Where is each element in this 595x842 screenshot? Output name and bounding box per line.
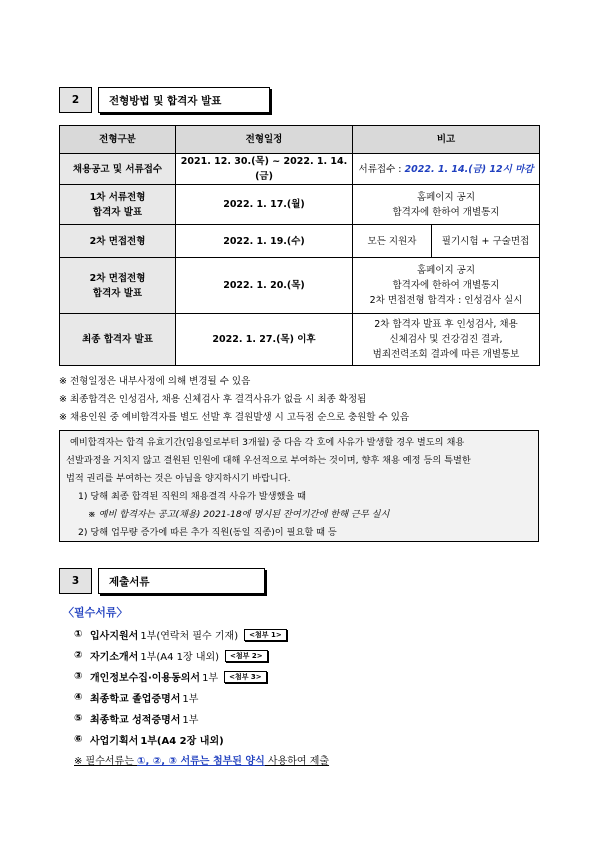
note-line: 합격자에 한하여 개별통지: [392, 280, 500, 291]
doc-name: 자기소개서: [90, 652, 139, 663]
section-number: 2: [59, 87, 92, 113]
box-text: 예비합격자는 합격 유효기간(임용일로부터 3개월) 중 다음 각 호에 사유가 발생할 경우 별도의 채용: [70, 437, 465, 448]
list-item: [74, 687, 287, 708]
date-cell: 2022. 1. 20.(목): [176, 258, 353, 314]
item-number: ⑤: [74, 713, 83, 724]
stage-cell: 2차 면접전형: [60, 225, 176, 258]
note-line: 홈페이지 공지: [416, 191, 476, 203]
final-note-suffix: 사용하여 제출: [264, 756, 330, 767]
doc-name: 사업기획서: [90, 736, 139, 747]
doc-detail: 1부: [202, 673, 219, 684]
doc-detail: 1부: [182, 694, 199, 705]
note-item: ※ 채용인원 중 예비합격자를 별도 선발 후 결원발생 시 고득점 순으로 충원할 수 있음: [59, 412, 410, 423]
date-cell: 2022. 1. 27.(목) 이후: [176, 314, 353, 366]
attachment-tag: <첨부 2>: [225, 650, 268, 662]
final-note-highlight: ①, ②, ③ 서류는 첨부된 양식: [137, 756, 265, 767]
note-line: 2차 합격자 발표 후 인성검사, 채용: [374, 319, 518, 330]
note-prefix: 서류접수 :: [358, 163, 405, 175]
deadline-highlight: 2022. 1. 14.(금) 12시 마감: [404, 163, 534, 175]
box-subnote: ※ 예비 합격자는 공고(채용) 2021-18에 명시된 잔여기간에 한해 근무 실시: [88, 509, 390, 520]
note-line: 합격자에 한하여 개별통지: [392, 206, 500, 218]
item-number: ①: [74, 629, 83, 640]
reserve-candidate-box: [59, 430, 539, 542]
note-line: 신체검사 및 건강검진 결과,: [389, 334, 503, 345]
note-cell: 필기시험 + 구술면접: [432, 225, 540, 258]
schedule-table: [59, 125, 540, 366]
box-text: 법적 권리를 부여하는 것은 아님을 양지하시기 바랍니다.: [66, 473, 291, 484]
section-title: 제출서류: [98, 568, 265, 594]
table-row: [60, 258, 540, 314]
stage-line: 합격자 발표: [92, 206, 143, 218]
note-cell: [353, 258, 540, 314]
stage-line: 합격자 발표: [92, 287, 143, 299]
attachment-tag: <첨부 3>: [224, 671, 267, 683]
doc-name: 입사지원서: [90, 631, 139, 642]
note-cell: [353, 154, 540, 185]
date-cell: 2022. 1. 19.(수): [176, 225, 353, 258]
column-header: 비고: [353, 126, 540, 154]
box-item: 1) 당해 최종 합격된 직원의 채용결격 사유가 발생했을 때: [78, 491, 307, 502]
item-number: ⑥: [74, 734, 83, 745]
item-number: ②: [74, 650, 83, 661]
final-note: [74, 752, 329, 767]
stage-cell: [60, 258, 176, 314]
table-row: [60, 185, 540, 225]
table-header-row: [60, 126, 540, 154]
item-number: ③: [74, 671, 83, 682]
note-cell: [353, 185, 540, 225]
table-row: [60, 154, 540, 185]
stage-line: 1차 서류전형: [89, 191, 146, 203]
list-item: [74, 708, 287, 729]
note-line: 2차 면접전형 합격자 : 인성검사 실시: [369, 295, 523, 306]
final-note-prefix: ※ 필수서류는: [74, 756, 138, 767]
note-item: ※ 최종합격은 인성검사, 채용 신체검사 후 결격사유가 없을 시 최종 확정됨: [59, 394, 367, 405]
column-header: 전형구분: [60, 126, 176, 154]
doc-name: 최종학교 졸업증명서: [90, 694, 181, 705]
doc-name: 개인정보수집·이용동의서: [90, 673, 201, 684]
doc-name: 최종학교 성적증명서: [90, 715, 181, 726]
note-item: ※ 전형일정은 내부사정에 의해 변경될 수 있음: [59, 376, 251, 387]
note-cell: [353, 314, 540, 366]
date-cell: 2022. 1. 17.(월): [176, 185, 353, 225]
section-3-header: [59, 568, 265, 594]
stage-cell: 채용공고 및 서류접수: [60, 154, 176, 185]
stage-cell: 최종 합격자 발표: [60, 314, 176, 366]
doc-detail: 1부(A4 2장 내외): [140, 736, 224, 747]
note-cell: 모든 지원자: [353, 225, 432, 258]
documents-list: [74, 624, 287, 750]
list-item: [74, 624, 287, 645]
note-line: 홈페이지 공지: [416, 265, 476, 276]
list-item: [74, 645, 287, 666]
stage-cell: [60, 185, 176, 225]
section-number: 3: [59, 568, 92, 594]
doc-detail: 1부(A4 1장 내외): [140, 652, 220, 663]
attachment-tag: <첨부 1>: [244, 629, 287, 641]
schedule-notes: [59, 373, 559, 427]
list-item: [74, 666, 287, 687]
note-line: 범죄전력조회 결과에 따른 개별통보: [372, 349, 520, 360]
doc-detail: 1부(연락처 필수 기재): [140, 631, 239, 642]
table-row: [60, 225, 540, 258]
table-row: [60, 314, 540, 366]
doc-detail: 1부: [182, 715, 199, 726]
box-item: 2) 당해 업무량 증가에 따른 추가 직원(동일 직종)이 필요할 때 등: [78, 527, 337, 538]
stage-line: 2차 면접전형: [89, 272, 146, 284]
list-item: [74, 729, 287, 750]
column-header: 전형일정: [176, 126, 353, 154]
required-docs-heading: 〈필수서류〉: [63, 606, 128, 619]
box-text: 선발과정을 거치지 않고 결원된 인원에 대해 우선적으로 부여하는 것이며, 향후 채용 예정 등의 특별한: [66, 455, 471, 466]
section-title: 전형방법 및 합격자 발표: [98, 87, 270, 113]
section-2-header: [59, 87, 270, 113]
date-cell: 2021. 12. 30.(목) ~ 2022. 1. 14.(금): [176, 154, 353, 185]
item-number: ④: [74, 692, 83, 703]
